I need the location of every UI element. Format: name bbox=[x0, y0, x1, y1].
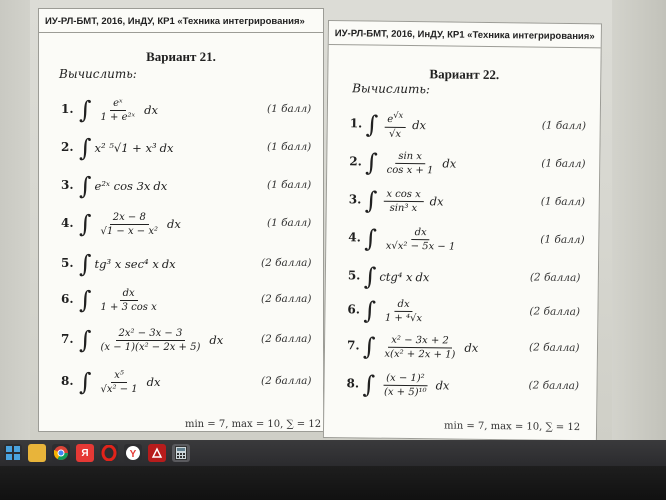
problem-5 bbox=[326, 259, 598, 296]
problem-4 bbox=[326, 221, 598, 258]
integral-expression: ∫ $\frac{\text{x⁵}}{\text{√x² − 1}}$ dx bbox=[79, 368, 161, 396]
problem-score: (2 балла) bbox=[261, 333, 312, 345]
problem-number: 7. bbox=[61, 332, 74, 346]
problem-2 bbox=[39, 131, 323, 165]
problem-score: (2 балла) bbox=[261, 375, 312, 387]
variant-22-sheet bbox=[323, 20, 602, 441]
problem-number: 6. bbox=[347, 302, 361, 317]
problem-score: (1 балл) bbox=[541, 157, 586, 171]
problem-number: 2. bbox=[349, 154, 362, 169]
sheet-footer: min = 7, max = 10, ∑ = 12 bbox=[185, 419, 322, 430]
problem-2 bbox=[327, 145, 599, 182]
variant-title: Вариант 22. bbox=[429, 66, 500, 83]
integral-expression: ∫ $\frac{e^{√x}}{√x}$ dx bbox=[365, 110, 427, 140]
problem-score: (2 балла) bbox=[529, 305, 581, 319]
problem-number: 1. bbox=[61, 102, 74, 116]
compute-label: Вычислить: bbox=[59, 67, 137, 81]
problem-score: (2 балла) bbox=[528, 341, 580, 355]
problem-8 bbox=[39, 365, 323, 399]
problem-score: (2 балла) bbox=[529, 271, 581, 285]
problem-3 bbox=[327, 183, 599, 220]
monitor-bezel bbox=[0, 466, 666, 500]
sheet-footer: min = 7, max = 10, ∑ = 12 bbox=[443, 420, 581, 434]
problem-number: 8. bbox=[346, 376, 360, 391]
yandex-browser-icon[interactable] bbox=[124, 444, 142, 462]
problem-score: (1 балл) bbox=[267, 103, 312, 115]
problem-3 bbox=[39, 169, 323, 203]
integral-expression: ∫ $\frac{dx}{\text{1 + ⁴√x}}$ bbox=[363, 296, 423, 325]
integral-expression: ∫ $\frac{\text{2x² − 3x − 3}}{\text{(x − 1)(x² − 2x + 5)}}$ dx bbox=[79, 326, 224, 354]
problem-5 bbox=[39, 247, 323, 281]
integral-expression: ∫ $\frac{\text{x cos x}}{\text{sin³ x}}$ dx bbox=[364, 186, 444, 215]
problem-1 bbox=[39, 93, 323, 127]
problem-6 bbox=[39, 283, 323, 317]
problem-7 bbox=[325, 329, 597, 366]
problem-4 bbox=[39, 207, 323, 241]
window-scroll-area bbox=[612, 0, 666, 440]
problem-number: 3. bbox=[348, 192, 362, 207]
problem-score: (1 балл) bbox=[540, 195, 586, 209]
opera-icon[interactable] bbox=[100, 444, 118, 462]
integral-expression: ∫ $\frac{dx}{\text{1 + 3 cos x}}$ bbox=[79, 286, 157, 314]
start-icon[interactable] bbox=[4, 444, 22, 462]
problem-score: (1 балл) bbox=[267, 141, 312, 153]
integral-expression: ∫ $\frac{\text{eˣ}}{\text{1 + e²ˣ}}$ dx bbox=[79, 96, 158, 124]
problem-8 bbox=[324, 367, 596, 404]
problem-score: (1 балл) bbox=[540, 233, 585, 247]
compute-label: Вычислить: bbox=[352, 81, 431, 97]
integral-expression: ∫ ctg⁴ x dx bbox=[363, 262, 430, 291]
chrome-icon[interactable] bbox=[52, 444, 70, 462]
problem-7 bbox=[39, 323, 323, 357]
file-explorer-icon[interactable] bbox=[28, 444, 46, 462]
problem-number: 1. bbox=[349, 116, 363, 131]
problem-number: 4. bbox=[61, 216, 74, 230]
integral-expression: ∫ e²ˣ cos 3x dx bbox=[79, 172, 168, 200]
calculator-icon[interactable] bbox=[172, 444, 190, 462]
problem-score: (2 балла) bbox=[261, 293, 312, 305]
problem-number: 4. bbox=[348, 230, 361, 245]
problem-number: 2. bbox=[61, 140, 74, 154]
svg-text:Y: Y bbox=[129, 449, 137, 460]
problem-number: 6. bbox=[61, 292, 74, 306]
problem-number: 3. bbox=[61, 178, 74, 192]
integral-expression: ∫ $\frac{dx}{\text{x√x² − 5x − 1}}$ bbox=[364, 224, 456, 253]
problem-score: (1 балл) bbox=[541, 119, 587, 133]
problem-score: (1 балл) bbox=[267, 217, 312, 229]
sheet-header: ИУ-РЛ-БМТ, 2016, ИнДУ, КР1 «Техника интегрирования» bbox=[39, 9, 323, 33]
integral-expression: ∫ $\frac{2x - 8}{\text{√1 − x − x²}}$ dx bbox=[79, 210, 181, 238]
integral-expression: ∫ x² ⁵√1 + x³ dx bbox=[79, 134, 174, 162]
problem-1 bbox=[328, 107, 600, 144]
problem-score: (2 балла) bbox=[261, 257, 312, 269]
problem-number: 7. bbox=[346, 338, 360, 353]
problem-number: 5. bbox=[61, 256, 74, 270]
integral-expression: ∫ $\frac{\text{(x − 1)²}}{\text{(x + 5)¹⁰}}$ dx bbox=[362, 370, 450, 399]
window-edge-left bbox=[0, 0, 30, 440]
problem-6 bbox=[325, 293, 597, 330]
taskbar bbox=[0, 440, 666, 466]
sheet-header: ИУ-РЛ-БМТ, 2016, ИнДУ, КР1 «Техника интегрирования» bbox=[329, 21, 601, 48]
variant-title: Вариант 21. bbox=[146, 49, 216, 64]
integral-expression: ∫ $\frac{\text{sin x}}{\text{cos x + 1}}$ dx bbox=[365, 148, 457, 177]
variant-21-sheet bbox=[38, 8, 324, 432]
problem-number: 5. bbox=[347, 268, 361, 283]
problem-number: 8. bbox=[61, 374, 74, 388]
yandex-icon[interactable]: Я bbox=[76, 444, 94, 462]
problem-score: (2 балла) bbox=[528, 379, 580, 393]
integral-expression: ∫ $\frac{\text{x² − 3x + 2}}{\text{x(x² + 2x + 1)}}$ dx bbox=[362, 332, 479, 361]
integral-expression: ∫ tg³ x sec⁴ x dx bbox=[79, 250, 176, 278]
acrobat-icon[interactable] bbox=[148, 444, 166, 462]
problem-score: (1 балл) bbox=[267, 179, 312, 191]
